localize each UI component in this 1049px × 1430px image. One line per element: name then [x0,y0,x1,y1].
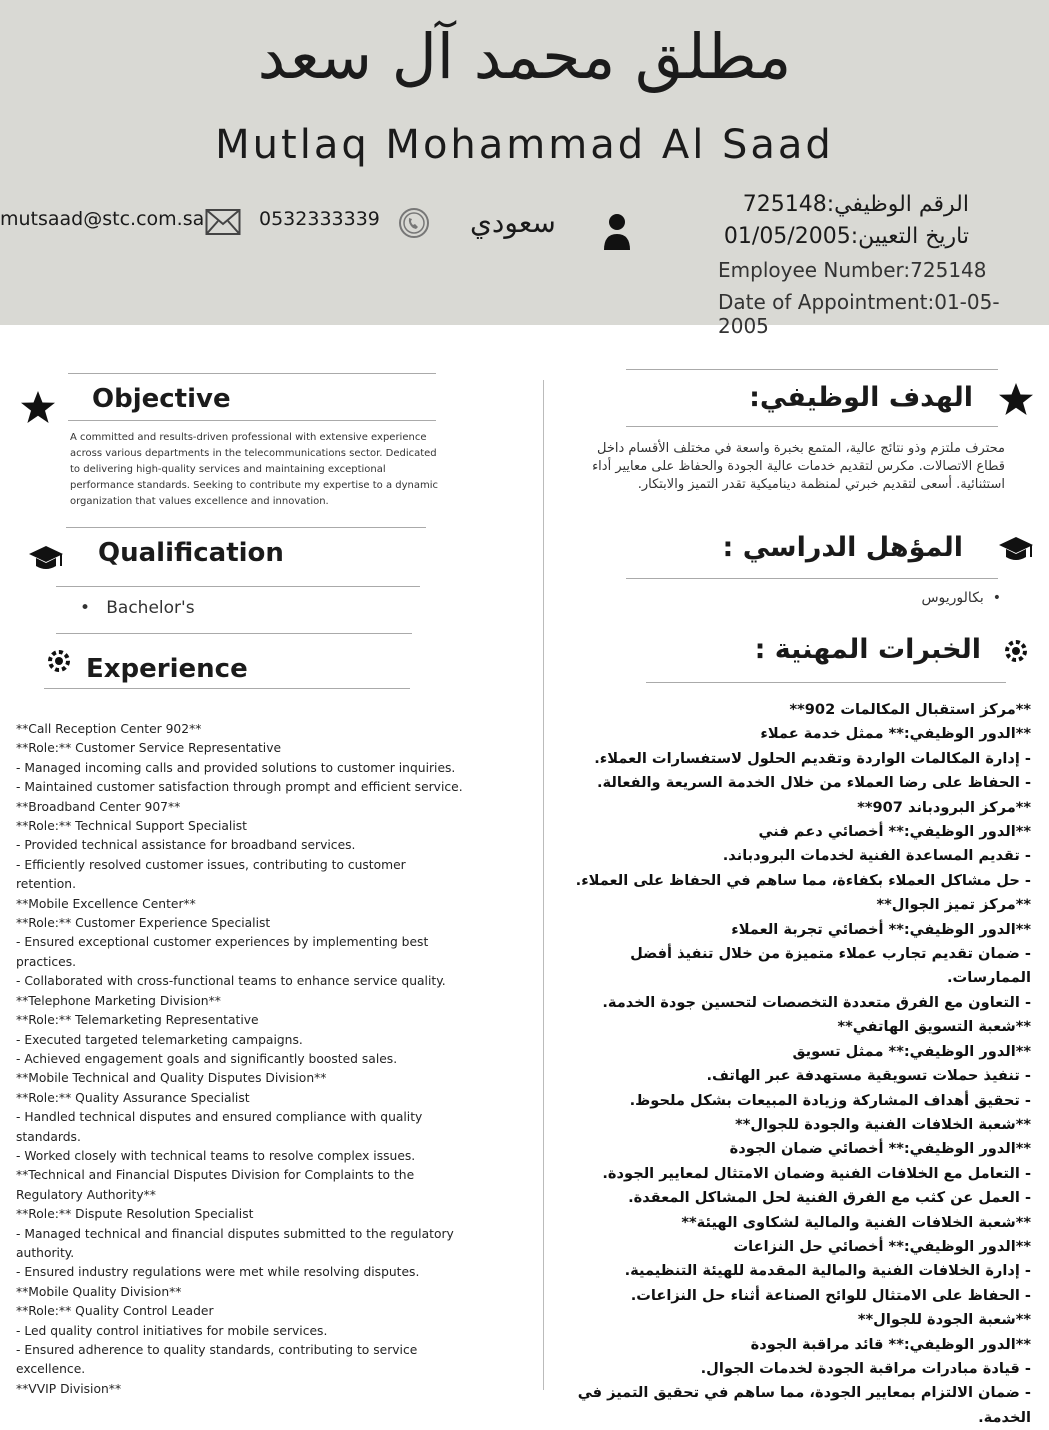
experience-en-line: standards. [16,1129,81,1144]
name-arabic: مطلق محمد آل سعد [257,20,792,93]
star-icon [20,390,56,424]
objective-title-ar: الهدف الوظيفي: [749,382,973,413]
experience-ar-line: **شعبة الخلافات الفنية والمالية لشكاوى الهيئة** [681,1213,1031,1231]
objective-ar-title-rule [626,426,998,427]
gear-icon-ar [1003,638,1029,664]
experience-en-line: **Role:** Quality Assurance Specialist [16,1090,250,1105]
experience-en-line: - Efficiently resolved customer issues, contributing to customer [16,857,406,872]
experience-en-line: retention. [16,877,76,892]
experience-ar-line: - حل مشاكل العملاء بكفاءة، مما ساهم في الحفاظ على العملاء. [575,871,1031,889]
experience-ar-line: الممارسات. [947,969,1031,987]
experience-en-line: - Managed technical and financial disputes submitted to the regulatory [16,1226,454,1241]
qualification-ar-rule [626,578,998,579]
experience-en-line: - Ensured adherence to quality standards, contributing to service [16,1343,418,1357]
experience-en-line: **Mobile Excellence Center** [16,896,196,911]
experience-en-line: **Mobile Technical and Quality Disputes Division** [16,1071,327,1086]
experience-en-line: authority. [16,1245,75,1260]
experience-ar-line: **الدور الوظيفي:** أخصائي حل النزاعات [733,1237,1031,1255]
experience-en-line: - Executed targeted telemarketing campaigns. [16,1032,303,1047]
nationality-text: سعودي [470,206,556,239]
graduation-cap-icon-ar [998,535,1034,565]
experience-ar-rule [646,682,1006,683]
experience-en-line: - Managed incoming calls and provided solutions to customer inquiries. [16,760,456,775]
experience-en-line: - Led quality control initiatives for mobile services. [16,1323,328,1338]
experience-en-line: **Role:** Technical Support Specialist [16,819,247,834]
experience-ar-line: **مركز البرودباند 907** [857,798,1031,816]
experience-list-ar [531,698,1031,1430]
experience-en-line: - Ensured industry regulations were met while resolving disputes. [16,1265,420,1280]
experience-ar-line: **مركز تميز الجوال** [876,896,1031,914]
experience-ar-line: - تحقيق أهداف المشاركة وزيادة المبيعات بشكل ملحوظ. [629,1091,1031,1109]
objective-text-ar: محترف ملتزم وذو نتائج عالية، المتمع بخبرة واسعة في مختلف الأقسام داخل قطاع الاتصالات. مكرس لتقديم خدمات عالية الجودة والحفاظ على معايير أداء استثنائية. أسعى لتقديم خبرتي لمنظمة ديناميكية تقدر التميز والابتكار. [592,441,1005,492]
experience-en-line: - Handled technical disputes and ensured compliance with quality [16,1110,423,1125]
experience-ar-line: - ضمان تقديم تجارب عملاء متميزة من خلال تنفيذ أفضل [630,945,1031,963]
experience-en-line: - Maintained customer satisfaction through prompt and efficient service. [16,780,463,795]
experience-en-line: practices. [16,954,77,969]
experience-ar-line: **الدور الوظيفي:** أخصائي ضمان الجودة [729,1140,1031,1158]
qualification-item-en: • Bachelor's [80,598,195,618]
experience-en-line: - Provided technical assistance for broadband services. [16,838,356,853]
experience-ar-line: - تنفيذ حملات تسويقية مستهدفة عبر الهاتف. [706,1067,1031,1085]
experience-ar-line: **شعبة الخلافات الفنية والجودة للجوال** [735,1115,1031,1133]
phone-text[interactable]: 0532333339 [259,208,380,230]
qualification-item-en-label: Bachelor's [106,598,195,618]
experience-ar-line: - تقديم المساعدة الفنية لخدمات البرودباند. [722,847,1031,865]
experience-en-line: - Collaborated with cross-functional teams to enhance service quality. [16,974,446,989]
experience-en-line: - Ensured exceptional customer experiences by implementing best [16,935,429,950]
experience-en-line: **Role:** Telemarketing Representative [16,1013,259,1028]
experience-en-line: **Telephone Marketing Division** [16,993,221,1008]
experience-ar-line: - الحفاظ على رضا العملاء من خلال الخدمة السريعة والفعالة. [596,774,1031,792]
experience-en-line: **Technical and Financial Disputes Division for Complaints to the [16,1168,415,1183]
experience-ar-line: الخدمة. [978,1408,1031,1426]
experience-ar-line: - العمل عن كثب مع الفرق الفنية لحل المشاكل المعقدة. [628,1189,1031,1207]
experience-ar-line: - الحفاظ على الامتثال للوائح الصناعة أثناء حل النزاعات. [630,1286,1031,1304]
experience-en-line: Regulatory Authority** [16,1187,156,1202]
gear-icon [46,648,72,674]
experience-title-rule [44,688,410,689]
experience-ar-line: **الدور الوظيفي:** ممثل تسويق [792,1042,1031,1060]
employee-number-ar: الرقم الوظيفي:725148 [742,192,969,217]
experience-en-line: **Broadband Center 907** [16,799,181,814]
appointment-date-ar: تاريخ التعيين:01/05/2005 [723,224,969,249]
graduation-cap-icon [28,544,64,574]
mail-icon [205,207,241,237]
objective-text-en: A committed and results-driven professional with extensive experience across various departments in the telecommunications sector. Dedicated to delivering high-quality services and maintaining exceptional performance standards. Seeking to contribute my expertise to a dynamic organization that values excellence and innovation. [70,432,439,507]
employee-number-en: Employee Number:725148 [718,258,987,282]
phone-icon [398,207,430,239]
name-english: Mutlaq Mohammad Al Saad [215,122,834,168]
qualification-title-rule [56,586,420,587]
experience-en-line: **Role:** Customer Service Representative [16,741,282,756]
experience-ar-line: **شعبة التسويق الهاتفي** [837,1018,1031,1036]
experience-ar-line: - قيادة مبادرات مراقبة الجودة لخدمات الجوال. [700,1359,1031,1377]
experience-ar-line: **الدور الوظيفي:** أخصائي دعم فني [758,823,1031,841]
objective-title-rule [68,420,436,421]
objective-title-en: Objective [92,384,231,414]
qualification-item-ar-label: بكالوريوس [921,590,984,606]
experience-en-line: **VVIP Division** [16,1381,122,1396]
experience-ar-line: **الدور الوظيفي:** ممثل خدمة عملاء [760,725,1031,743]
experience-title-ar: الخبرات المهنية : [754,634,981,665]
experience-en-line: **Role:** Dispute Resolution Specialist [16,1207,254,1222]
experience-en-line: - Achieved engagement goals and significantly boosted sales. [16,1051,398,1066]
qualification-bottom-rule [56,633,412,634]
objective-top-rule [68,373,436,374]
experience-en-line: **Role:** Customer Experience Specialist [16,916,271,931]
star-icon-ar [998,382,1034,416]
email-text[interactable]: mutsaad@stc.com.sa [0,208,205,230]
experience-ar-line: - التعامل مع الخلافات الفنية وضمان الامتثال لمعايير الجودة. [602,1164,1031,1182]
experience-list-en [16,720,526,1399]
experience-ar-line: **الدور الوظيفي:** قائد مراقبة الجودة [750,1335,1031,1353]
objective-bottom-rule [66,527,426,528]
appointment-date-en: Date of Appointment:01-05-2005 [718,290,1000,338]
experience-ar-line: - ضمان الالتزام بمعايير الجودة، مما ساهم في تحقيق التميز في [577,1384,1031,1402]
person-icon [602,212,632,252]
experience-ar-line: **مركز استقبال المكالمات 902** [789,701,1031,718]
experience-en-line: **Role:** Quality Control Leader [16,1304,214,1319]
experience-en-line: **Call Reception Center 902** [16,722,202,736]
experience-title-en: Experience [86,654,248,684]
experience-en-line: - Worked closely with technical teams to resolve complex issues. [16,1148,416,1163]
qualification-title-en: Qualification [98,538,284,568]
objective-ar-top-rule [626,369,998,370]
experience-ar-line: - التعاون مع الفرق متعددة التخصصات لتحسين جودة الخدمة. [602,993,1031,1011]
experience-ar-line: **شعبة الجودة للجوال** [857,1311,1031,1329]
qualification-item-ar: • بكالوريوس [921,590,1001,606]
experience-ar-line: - إدارة الخلافات الفنية والمالية المقدمة للهيئة التنظيمية. [624,1262,1031,1280]
experience-ar-line: **الدور الوظيفي:** أخصائي تجربة العملاء [731,920,1031,938]
experience-ar-line: - إدارة المكالمات الواردة وتقديم الحلول لاستفسارات العملاء. [594,749,1031,767]
qualification-title-ar: المؤهل الدراسي : [722,532,963,563]
experience-en-line: **Mobile Quality Division** [16,1284,182,1299]
experience-en-line: excellence. [16,1362,86,1377]
